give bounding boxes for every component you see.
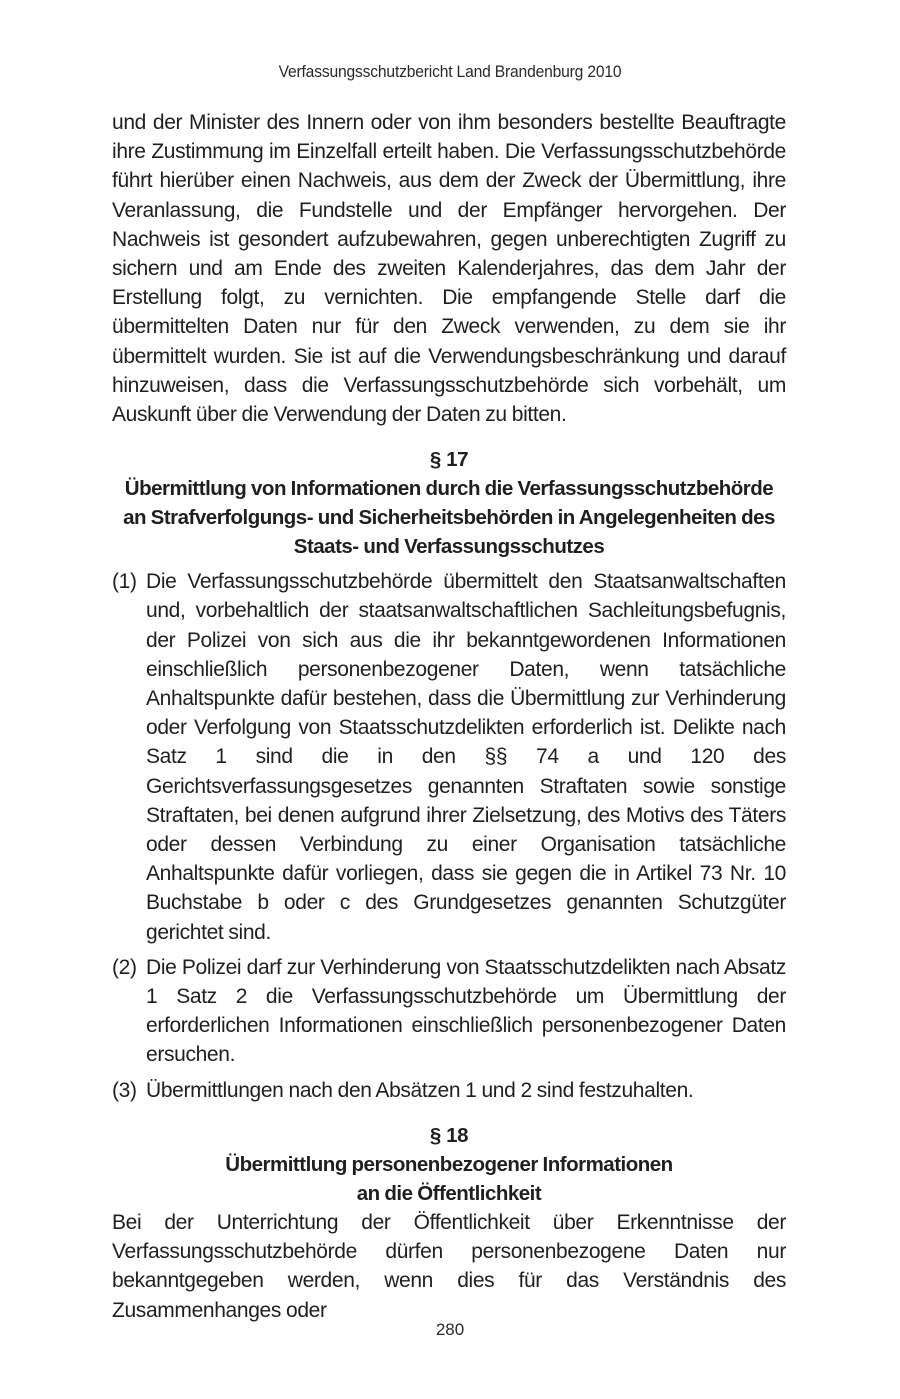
section-17-number: § 17 <box>429 448 469 472</box>
section-18-title-line-1: Übermittlung personenbezogener Informationen <box>225 1152 673 1176</box>
section-18-number: § 18 <box>429 1123 469 1147</box>
page-number: 280 <box>435 1320 465 1339</box>
paragraph-number: (1) <box>112 570 137 594</box>
section-18-text: Bei der Unterrichtung der Öffentlichkeit über Erkenntnisse der Verfassungsschutzbehörde dürfen personenbezogene Daten nur bekanntgegeben werden, wenn dies für das Verständnis des Zusammenhanges oder <box>112 1210 786 1322</box>
intro-paragraph: und der Minister des Innern oder von ihm besonders bestellte Beauftragte ihre Zustimmung im Einzelfall erteilt haben. Die Verfassungsschutzbehörde führt hierüber einen Nachweis, aus dem der Zweck der Übermittlung, ihre Veranlassung, die Fundstelle und der Empfänger hervorgehen. Der Nachweis ist gesondert aufzubewahren, gegen unberechtigten Zugriff zu sichern und am Ende des zweiten Kalenderjahres, das dem Jahr der Erstellung folgt, zu vernichten. Die empfangende Stelle darf die übermittelten Daten nur für den Zweck verwenden, zu dem sie ihr übermittelt wurden. Sie ist auf die Verwendungsbeschränkung und darauf hinzuweisen, dass die Verfassungsschutzbehörde sich vorbehält, um Auskunft über die Verwendung der Daten zu bitten. <box>112 111 786 427</box>
paragraph-number: (3) <box>112 1078 137 1102</box>
running-header: Verfassungsschutzbericht Land Brandenburg 2010 <box>278 62 622 81</box>
list-item <box>112 567 786 947</box>
page-body <box>112 108 786 1325</box>
section-18 <box>112 1121 786 1325</box>
paragraph-text: Die Polizei darf zur Verhinderung von Staatsschutzdelikten nach Absatz 1 Satz 2 die Verfassungsschutzbehörde um Übermittlung der erforderlichen Informationen einschließlich personenbezogener Daten ersuchen. <box>146 955 786 1067</box>
section-17-title: Übermittlung von Informationen durch die Verfassungsschutzbehörde an Strafverfolgungs- und Sicherheitsbehörden in Angelegenheiten des Staats- und Verfassungsschutzes <box>123 477 775 559</box>
list-item <box>112 1076 786 1105</box>
list-item <box>112 953 786 1070</box>
paragraph-number: (2) <box>112 955 137 979</box>
section-18-title-line-2: an die Öffentlichkeit <box>356 1181 542 1205</box>
paragraph-text: Übermittlungen nach den Absätzen 1 und 2 sind festzuhalten. <box>146 1078 694 1102</box>
section-17 <box>112 445 786 1105</box>
paragraph-text: Die Verfassungsschutzbehörde übermittelt den Staatsanwaltschaften und, vorbehaltlich der staatsanwaltschaftlichen Sachleitungsbefugnis, der Polizei von sich aus die ihr bekanntgewordenen Informationen einschließlich personenbezogener Daten, wenn tatsächliche Anhaltspunkte dafür bestehen, dass die Übermittlung zur Verhinderung oder Verfolgung von Staatsschutzdelikten erforderlich ist. Delikte nach Satz 1 sind die in den §§ 74 a und 120 des Gerichtsverfassungsgesetzes genannten Straftaten sowie sonstige Straftaten, bei denen aufgrund ihrer Zielsetzung, des Motivs des Täters oder dessen Verbindung zu einer Organisation tatsächliche Anhaltspunkte dafür vorliegen, dass sie gegen die in Artikel 73 Nr. 10 Buchstabe b oder c des Grundgesetzes genannten Schutzgüter gerichtet sind. <box>146 570 786 944</box>
section-17-paragraph-list <box>112 567 786 1105</box>
